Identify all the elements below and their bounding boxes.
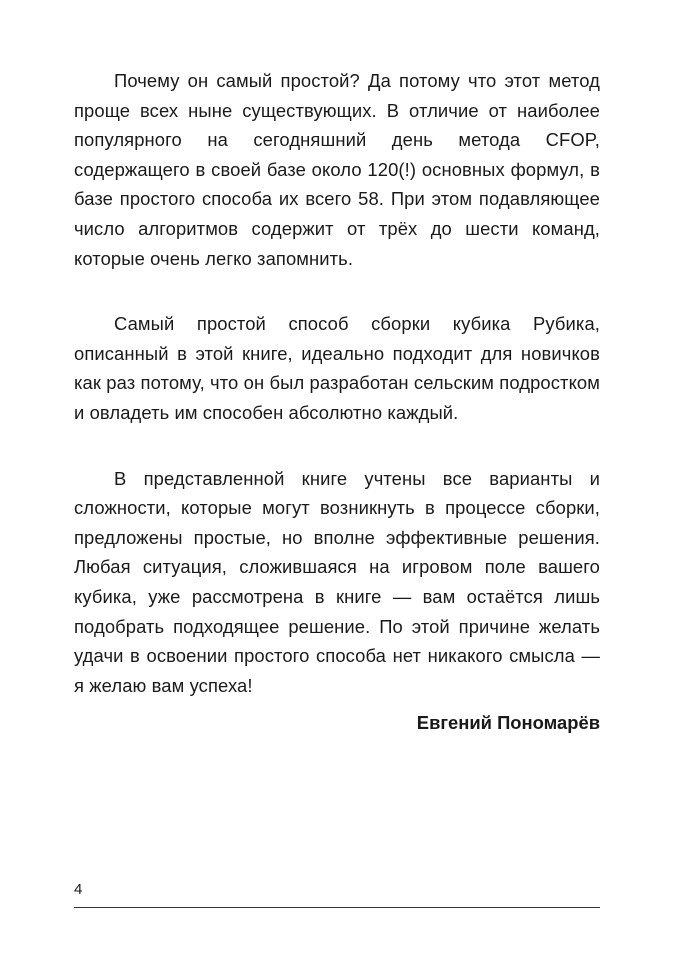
paragraph-3: В представленной книге учтены все варианты и сложности, которые могут возникнуть в процессе сборки, предложены простые, но вполне эффективные решения. Любая ситуация, сложившаяся на игровом поле вашего кубика, уже рассмотрена в книге — вам остаётся лишь подобрать подходящее решение. По этой причине желать удачи в освоении простого способа нет никакого смысла — я желаю вам успеха! (74, 467, 600, 696)
author-signature: Евгений Пономарёв (416, 712, 600, 733)
paragraph-1: Почему он самый простой? Да потому что этот метод проще всех ныне существующих. В отличие от наиболее популярного на сегодняшний день метода CFOP, содержащего в своей базе около 120(!) основных формул, в базе простого способа их всего 58. При этом подавляющее число алгоритмов содержит от трёх до шести команд, которые очень легко запомнить. (74, 70, 600, 269)
paragraph-2: Самый простой способ сборки кубика Рубика, описанный в этой книге, идеально подходит для новичков как раз потому, что он был разработан сельским подростком и овладеть им способен абсолютно каждый. (74, 313, 600, 423)
body-text (74, 66, 600, 700)
footer-divider (74, 907, 600, 908)
page-number: 4 (74, 881, 83, 898)
